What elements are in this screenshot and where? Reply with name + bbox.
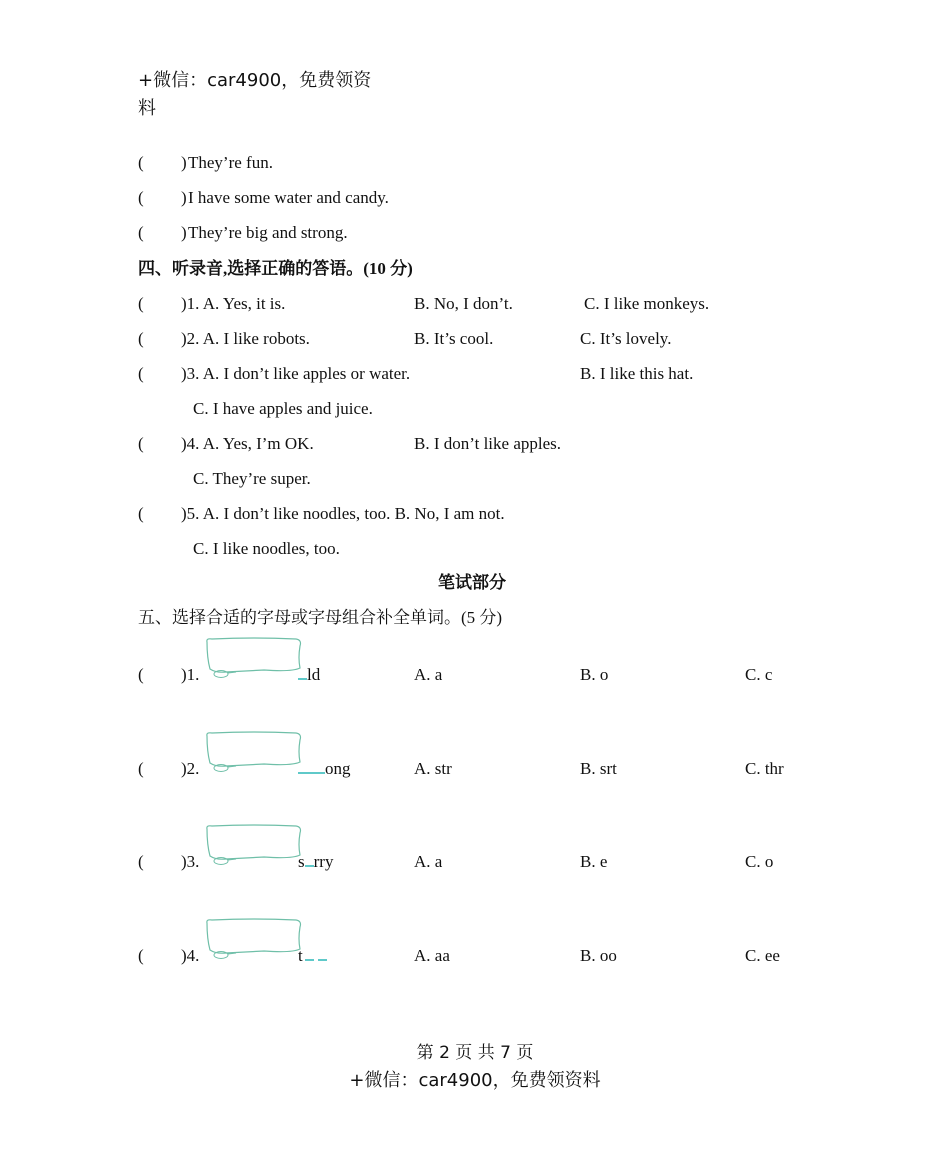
option-b: B. oo	[580, 946, 617, 965]
question-stem: )5. A. I don’t like noodles, too. B. No, I am not.	[181, 504, 505, 523]
blank-line	[305, 851, 314, 867]
option-b: B. It’s cool.	[414, 329, 494, 348]
option-c: C. c	[745, 665, 773, 684]
option-c: C. I have apples and juice.	[193, 399, 373, 418]
question-stem: )1. A. Yes, it is.	[181, 294, 286, 313]
answer-paren-close: )	[181, 153, 187, 172]
option-c: C. They’re super.	[193, 469, 311, 488]
answer-paren-close: )	[181, 188, 187, 207]
question-number: )4.	[181, 946, 200, 965]
blank-line	[298, 758, 325, 774]
answer-paren[interactable]: (	[138, 294, 144, 313]
option-b: B. No, I don’t.	[414, 294, 513, 313]
footer-watermark: +微信：car4900，免费领资料	[349, 1070, 601, 1091]
question-stem: )4. A. Yes, I’m OK.	[181, 434, 314, 453]
picture-placeholder-icon	[204, 730, 304, 776]
option-c: C. ee	[745, 946, 780, 965]
question-stem: )3. A. I don’t like apples or water.	[181, 364, 411, 383]
answer-paren[interactable]: (	[138, 946, 144, 965]
option-b: B. I don’t like apples.	[414, 434, 561, 453]
answer-paren[interactable]: (	[138, 434, 144, 453]
option-c: C. I like noodles, too.	[193, 539, 340, 558]
option-c: C. o	[745, 852, 774, 871]
option-c: C. I like monkeys.	[584, 294, 710, 313]
answer-paren[interactable]: (	[138, 759, 144, 778]
question-number: )3.	[181, 852, 200, 871]
word-prefix: s	[298, 852, 305, 871]
blank-line	[318, 945, 327, 961]
question-number: )1.	[181, 665, 200, 684]
answer-paren[interactable]: (	[138, 665, 144, 684]
option-a: A. str	[414, 759, 452, 778]
word-suffix: ld	[307, 665, 321, 684]
header-watermark-line2: 料	[138, 98, 156, 119]
answer-paren-open[interactable]: (	[138, 153, 144, 172]
word-suffix: rry	[313, 852, 334, 871]
option-b: B. I like this hat.	[580, 364, 694, 383]
answer-paren-close: )	[181, 223, 187, 242]
word-blank[interactable]	[298, 945, 327, 967]
word-blank[interactable]	[298, 758, 351, 780]
item-text: They’re fun.	[188, 153, 273, 172]
option-b: B. o	[580, 665, 609, 684]
answer-paren-open[interactable]: (	[138, 223, 144, 242]
question-number: )2.	[181, 759, 200, 778]
option-a: A. aa	[414, 946, 450, 965]
option-a: A. a	[414, 665, 443, 684]
option-b: B. e	[580, 852, 608, 871]
option-b: B. srt	[580, 759, 617, 778]
answer-paren[interactable]: (	[138, 364, 144, 383]
written-part-title: 笔试部分	[438, 573, 506, 592]
word-blank[interactable]	[298, 664, 320, 686]
header-watermark-line1: +微信：car4900，免费领资	[138, 70, 372, 91]
section4-title: 四、听录音,选择正确的答语。(10 分)	[138, 259, 413, 278]
option-c: C. It’s lovely.	[580, 329, 672, 348]
blank-line	[305, 945, 314, 961]
picture-placeholder-icon	[204, 823, 304, 869]
blank-line	[298, 664, 307, 680]
section5-title: 五、选择合适的字母或字母组合补全单词。(5 分)	[138, 608, 503, 627]
answer-paren[interactable]: (	[138, 852, 144, 871]
item-text: I have some water and candy.	[188, 188, 389, 207]
option-a: A. a	[414, 852, 443, 871]
question-stem: )2. A. I like robots.	[181, 329, 310, 348]
word-suffix: ong	[325, 759, 351, 778]
item-text: They’re big and strong.	[188, 223, 348, 242]
answer-paren[interactable]: (	[138, 504, 144, 523]
picture-placeholder-icon	[204, 636, 304, 682]
word-blank[interactable]	[298, 851, 333, 873]
word-prefix: t	[298, 946, 303, 965]
answer-paren-open[interactable]: (	[138, 188, 144, 207]
picture-placeholder-icon	[204, 917, 304, 963]
page-number: 第 2 页 共 7 页	[416, 1043, 534, 1063]
answer-paren[interactable]: (	[138, 329, 144, 348]
option-c: C. thr	[745, 759, 784, 778]
